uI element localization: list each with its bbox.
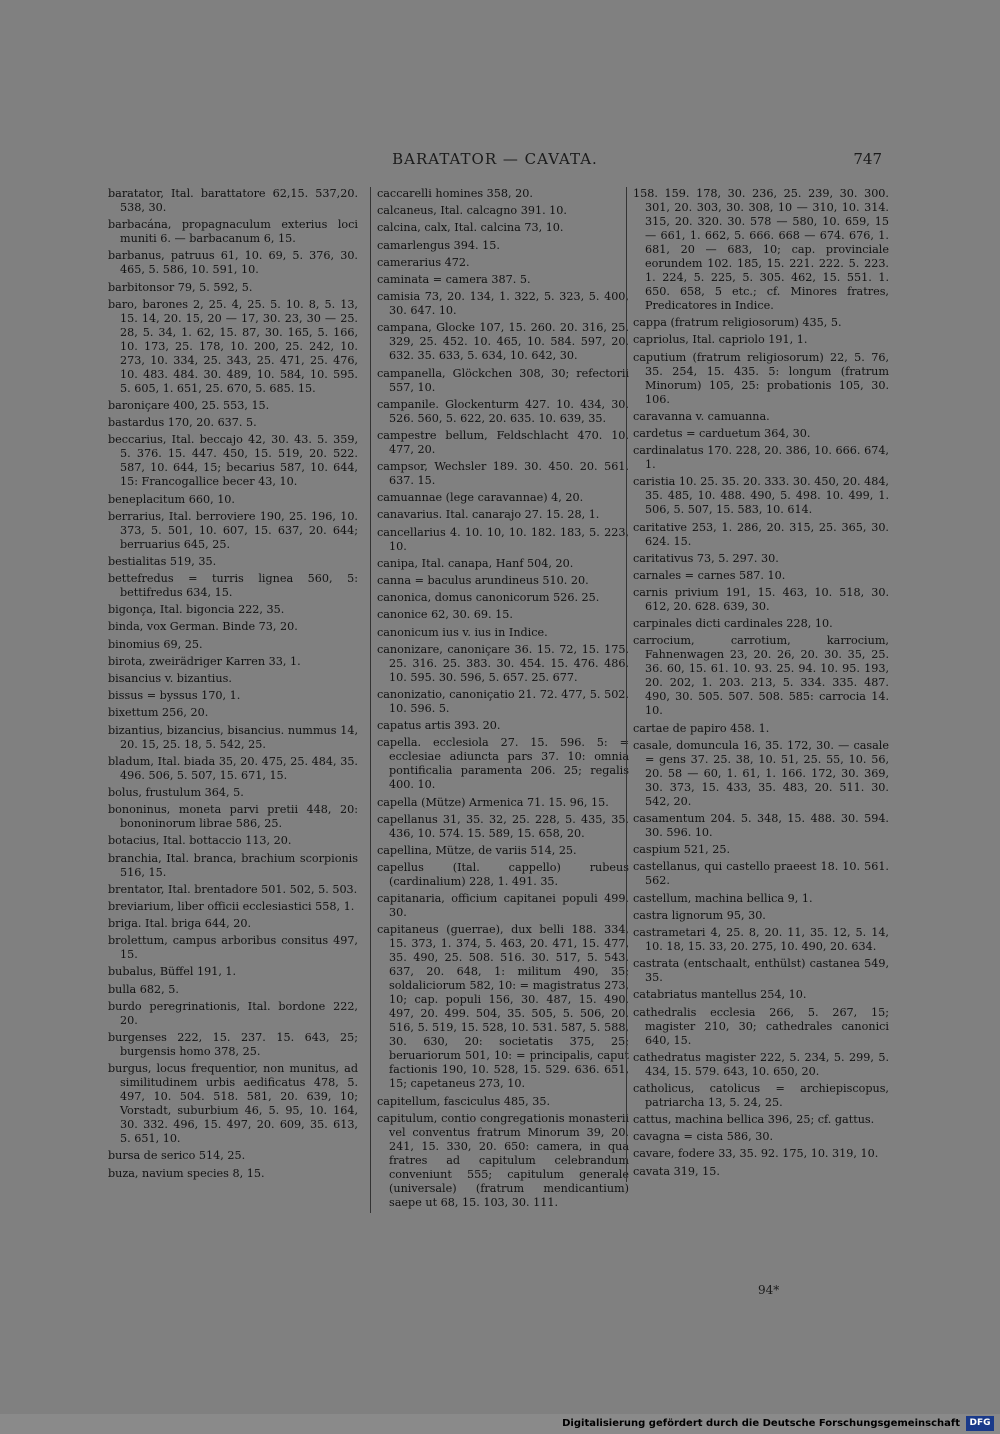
index-entry: carnales = carnes 587. 10. <box>633 568 786 582</box>
index-entry: bursa de serico 514, 25. <box>108 1149 246 1163</box>
index-entry: camuannae (lege caravannae) 4, 20. <box>377 491 584 505</box>
index-entry: carpinales dicti cardinales 228, 10. <box>633 617 833 631</box>
index-entry: burgus, locus frequentior, non munitus, ad similitudinem urbis aedificatus 478, 5. 497, 10. 504. 518. 581, 20. 639, 10; Vorstadt, suburbium 46, 5. 95, 10. 164, 30. 332. 496, 15. 497, 20. 609, 35. 613, 5. 651, 10. <box>108 1062 358 1146</box>
index-entry: castrata (entschaalt, enthülst) castanea 549, 35. <box>633 957 889 985</box>
index-entry: capatus artis 393. 20. <box>377 719 501 733</box>
index-entry: capella (Mütze) Armenica 71. 15. 96, 15. <box>377 795 609 809</box>
page-header <box>108 150 882 172</box>
index-entry: cardetus = carduetum 364, 30. <box>633 426 811 440</box>
index-entry: caccarelli homines 358, 20. <box>377 187 533 200</box>
index-entry: cathedratus magister 222, 5. 234, 5. 299, 5. 434, 15. 579. 643, 10. 650, 20. <box>633 1050 889 1078</box>
index-entry: baroniçare 400, 25. 553, 15. <box>108 398 270 412</box>
index-entry: castra lignorum 95, 30. <box>633 908 766 922</box>
index-entry: canipa, Ital. canapa, Hanf 504, 20. <box>377 556 574 570</box>
index-entry: caravanna v. camuanna. <box>633 409 770 423</box>
index-entry: capitaneus (guerrae), dux belli 188. 334, 15. 373, 1. 374, 5. 463, 20. 471, 15. 477, 35. 490, 25. 508. 516. 30. 517, 5. 543. 637, 20. 648, 1: militum 490, 35; soldaliciorum 582, 10: = magistratus 273, 10; cap. populi 156, 30. 487, 15. 490. 497, 20. 499. 504, 35. 505, 5. 506, 20. 516, 5. 519, 15. 528, 10. 531. 587, 5. 588, 30. 630, 20: societatis 375, 25; beruariorum 501, 10: = principalis, caput factionis 190, 10. 528, 15. 529. 636. 651, 15; capetaneus 273, 10. <box>377 923 629 1091</box>
index-entry: calcina, calx, Ital. calcina 73, 10. <box>377 221 564 235</box>
index-entry: calcaneus, Ital. calcagno 391. 10. <box>377 204 567 218</box>
index-entry: capitanaria, officium capitanei populi 499. 30. <box>377 892 629 920</box>
index-entry: cardinalatus 170. 228, 20. 386, 10. 666. 674, 1. <box>633 444 889 472</box>
index-entry: canonice 62, 30. 69. 15. <box>377 608 513 622</box>
index-entry: bigonça, Ital. bigoncia 222, 35. <box>108 603 285 617</box>
footer-bar <box>0 1414 1000 1434</box>
index-entry: capellanus 31, 35. 32, 25. 228, 5. 435, 35. 436, 10. 574. 15. 589, 15. 658, 20. <box>377 812 629 840</box>
index-entry: baratator, Ital. barattatore 62,15. 537,20. 538, 30. <box>108 187 358 214</box>
index-entry: bizantius, bizancius, bisancius. nummus 14, 20. 15, 25. 18, 5. 542, 25. <box>108 723 358 751</box>
index-entry: canavarius. Ital. canarajo 27. 15. 28, 1. <box>377 508 600 522</box>
index-entry: barbacána, propagnaculum exterius loci muniti 6. — barbacanum 6, 15. <box>108 218 358 246</box>
index-entry: bubalus, Büffel 191, 1. <box>108 965 237 979</box>
index-entry: catabriatus mantellus 254, 10. <box>633 988 807 1002</box>
index-entry: casale, domuncula 16, 35. 172, 30. — casale = gens 37. 25. 38, 10. 51, 25. 55, 10. 56, 20. 58 — 60, 1. 61, 1. 166. 172, 30. 369, 30. 373, 15. 433, 35. 483, 20. 511. 30. 542, 20. <box>633 738 889 808</box>
index-entry: cartae de papiro 458. 1. <box>633 721 770 735</box>
index-entry: castellum, machina bellica 9, 1. <box>633 891 813 905</box>
index-entry: bestialitas 519, 35. <box>108 554 217 568</box>
index-entry: castrametari 4, 25. 8, 20. 11, 35. 12, 5. 14, 10. 18, 15. 33, 20. 275, 10. 490, 20. 634. <box>633 925 889 953</box>
index-entry: branchia, Ital. branca, brachium scorpionis 516, 15. <box>108 851 358 879</box>
index-entry: catholicus, catolicus = archiepiscopus, patriarcha 13, 5. 24, 25. <box>633 1081 889 1109</box>
index-entry: buza, navium species 8, 15. <box>108 1166 265 1180</box>
index-entry: campanella, Glöckchen 308, 30; refectorii 557, 10. <box>377 366 629 394</box>
page-number: 747 <box>853 150 882 168</box>
index-entry: bisancius v. bizantius. <box>108 672 232 685</box>
index-entry: berrarius, Ital. berroviere 190, 25. 196, 10. 373, 5. 501, 10. 607, 15. 637, 20. 644; berruarius 645, 25. <box>108 509 358 551</box>
index-entry: bixettum 256, 20. <box>108 706 209 720</box>
running-title: BARATATOR — CAVATA. <box>392 150 598 168</box>
index-entry: capella. ecclesiola 27. 15. 596. 5: = ecclesiae adiuncta pars 37. 10: omnia pontificalia paramenta 206. 25; regalis 400. 10. <box>377 736 629 792</box>
index-entry: canonizatio, canoniçatio 21. 72. 477, 5. 502. 10. 596. 5. <box>377 687 629 715</box>
column-1 <box>108 187 358 1184</box>
column-3 <box>626 187 889 1182</box>
index-entry: caspium 521, 25. <box>633 843 731 857</box>
index-entry: burdo peregrinationis, Ital. bordone 222, 20. <box>108 999 358 1027</box>
signature-mark: 94* <box>758 1283 780 1297</box>
index-entry: bononinus, moneta parvi pretii 448, 20: bononinorum librae 586, 25. <box>108 803 358 831</box>
index-entry: bastardus 170, 20. 637. 5. <box>108 416 257 430</box>
index-entry: beccarius, Ital. beccajo 42, 30. 43. 5. 359, 5. 376. 15. 447. 450, 15. 519, 20. 522. 587, 10. 644, 15; becarius 587, 10. 644, 15: Francogallice becer 43, 10. <box>108 433 358 489</box>
index-entry: beneplacitum 660, 10. <box>108 492 235 506</box>
index-entry: binomius 69, 25. <box>108 637 203 651</box>
index-entry: cavagna = cista 586, 30. <box>633 1130 774 1144</box>
index-entry: castellanus, qui castello praeest 18. 10. 561. 562. <box>633 860 889 888</box>
index-entry: canonizare, canoniçare 36. 15. 72, 15. 175. 25. 316. 25. 383. 30. 454. 15. 476. 486. 10. 595. 30. 596, 5. 657. 25. 677. <box>377 642 629 684</box>
index-entry: capitulum, contio congregationis monasterii vel conventus fratrum Minorum 39, 20. 241, 15. 330, 20. 650: camera, in qua fratres ad capitulum celebrandum conveniunt 555; capitulum generale (universale) (fratrum mendicantium) saepe ut 68, 15. 103, 30. 111. <box>377 1111 629 1209</box>
index-entry: campestre bellum, Feldschlacht 470. 10. 477, 20. <box>377 428 629 456</box>
index-entry: cathedralis ecclesia 266, 5. 267, 15; magister 210, 30; cathedrales canonici 640, 15. <box>633 1005 889 1047</box>
index-entry: barbitonsor 79, 5. 592, 5. <box>108 280 253 294</box>
index-entry: capitellum, fasciculus 485, 35. <box>377 1094 551 1108</box>
index-entry: capellina, Mütze, de variis 514, 25. <box>377 843 577 857</box>
index-entry: camerarius 472. <box>377 255 470 269</box>
index-entry: brentator, Ital. brentadore 501. 502, 5. 503. <box>108 882 358 896</box>
index-entry: cancellarius 4. 10. 10, 10. 182. 183, 5. 223, 10. <box>377 525 629 553</box>
index-entry: bladum, Ital. biada 35, 20. 475, 25. 484, 35. 496. 506, 5. 507, 15. 671, 15. <box>108 754 358 782</box>
index-entry: bissus = byssus 170, 1. <box>108 689 241 703</box>
funding-notice: Digitalisierung gefördert durch die Deutsche Forschungsgemeinschaft <box>562 1418 960 1429</box>
index-entry: canonica, domus canonicorum 526. 25. <box>377 591 600 605</box>
index-entry: binda, vox German. Binde 73, 20. <box>108 620 298 634</box>
index-entry: baro, barones 2, 25. 4, 25. 5. 10. 8, 5. 13, 15. 14, 20. 15, 20 — 17, 30. 23, 30 — 25. 28, 5. 34, 1. 62, 15. 87, 30. 165, 5. 166, 10. 173, 25. 178, 10. 200, 25. 242, 10. 273, 10. 334, 25. 343, 25. 471, 25. 476, 10. 483. 484. 30. 489, 10. 584, 10. 595. 5. 605, 1. 651, 25. 670, 5. 685. 15. <box>108 297 358 395</box>
index-entry: brolettum, campus arboribus consitus 497, 15. <box>108 934 358 962</box>
index-entry: botacius, Ital. bottaccio 113, 20. <box>108 834 292 848</box>
index-entry: cappa (fratrum religiosorum) 435, 5. <box>633 316 842 330</box>
index-entry: cattus, machina bellica 396, 25; cf. gattus. <box>633 1113 875 1127</box>
index-entry: caristia 10. 25. 35. 20. 333. 30. 450, 20. 484, 35. 485, 10. 488. 490, 5. 498. 10. 499, 1. 506, 5. 507, 15. 583, 10. 614. <box>633 475 889 517</box>
index-entry: capriolus, Ital. capriolo 191, 1. <box>633 333 808 347</box>
index-entry: camisia 73, 20. 134, 1. 322, 5. 323, 5. 400, 30. 647. 10. <box>377 290 629 318</box>
index-entry: carnis privium 191, 15. 463, 10. 518, 30. 612, 20. 628. 639, 30. <box>633 586 889 614</box>
index-entry: campanile. Glockenturm 427. 10. 434, 30. 526. 560, 5. 622, 20. 635. 10. 639, 35. <box>377 397 629 425</box>
column-2 <box>370 187 629 1213</box>
index-entry: 158. 159. 178, 30. 236, 25. 239, 30. 300. 301, 20. 303, 30. 308, 10 — 310, 10. 314. 315, 20. 320. 30. 578 — 580, 10. 659, 15 — 661, 1. 662, 5. 666. 668 — 674. 676, 1. 681, 20 — 683, 10; cap. provinciale eorundem 102. 185, 15. 221. 222. 5. 223. 1. 224, 5. 225, 5. 305. 462, 15. 551. 1. 650. 658, 5 etc.; cf. Minores fratres, Predicatores in Indice. <box>633 187 889 312</box>
index-entry: bulla 682, 5. <box>108 982 179 996</box>
index-entry: bolus, frustulum 364, 5. <box>108 785 244 799</box>
index-entry: capellus (Ital. cappello) rubeus (cardinalium) 228, 1. 491. 35. <box>377 861 629 889</box>
index-entry: cavata 319, 15. <box>633 1164 720 1178</box>
index-entry: cavare, fodere 33, 35. 92. 175, 10. 319, 10. <box>633 1147 879 1161</box>
index-entry: briga. Ital. briga 644, 20. <box>108 917 252 931</box>
index-entry: burgenses 222, 15. 237. 15. 643, 25; burgensis homo 378, 25. <box>108 1031 358 1058</box>
index-entry: casamentum 204. 5. 348, 15. 488. 30. 594. 30. 596. 10. <box>633 812 889 839</box>
index-entry: caritativus 73, 5. 297. 30. <box>633 551 779 565</box>
index-entry: caritative 253, 1. 286, 20. 315, 25. 365, 30. 624. 15. <box>633 520 889 548</box>
index-entry: campana, Glocke 107, 15. 260. 20. 316, 25. 329, 25. 452. 10. 465, 10. 584. 597, 20. 632. 35. 633, 5. 634, 10. 642, 30. <box>377 321 629 363</box>
index-entry: canna = baculus arundineus 510. 20. <box>377 574 589 587</box>
dfg-logo: DFG <box>966 1416 994 1431</box>
index-entry: breviarium, liber officii ecclesiastici 558, 1. <box>108 899 355 913</box>
index-entry: bettefredus = turris lignea 560, 5: bettifredus 634, 15. <box>108 572 358 600</box>
index-entry: canonicum ius v. ius in Indice. <box>377 625 548 639</box>
index-entry: barbanus, patruus 61, 10. 69, 5. 376, 30. 465, 5. 586, 10. 591, 10. <box>108 249 358 277</box>
index-entry: caminata = camera 387. 5. <box>377 272 531 286</box>
index-entry: carrocium, carrotium, karrocium, Fahnenwagen 23, 20. 26, 20. 30. 35, 25. 36. 60, 15. 61. 10. 93. 25. 94. 10. 95. 193, 20. 202, 1. 203. 213, 5. 334. 335. 487. 490, 30. 505. 507. 508. 585: carrocia 14. 10. <box>633 634 889 718</box>
index-entry: camarlengus 394. 15. <box>377 238 500 252</box>
index-entry: birota, zweirädriger Karren 33, 1. <box>108 654 301 668</box>
index-entry: caputium (fratrum religiosorum) 22, 5. 76, 35. 254, 15. 435. 5: longum (fratrum Minorum) 105, 25: probationis 105, 30. 106. <box>633 350 889 406</box>
index-entry: campsor, Wechsler 189. 30. 450. 20. 561. 637. 15. <box>377 460 629 488</box>
